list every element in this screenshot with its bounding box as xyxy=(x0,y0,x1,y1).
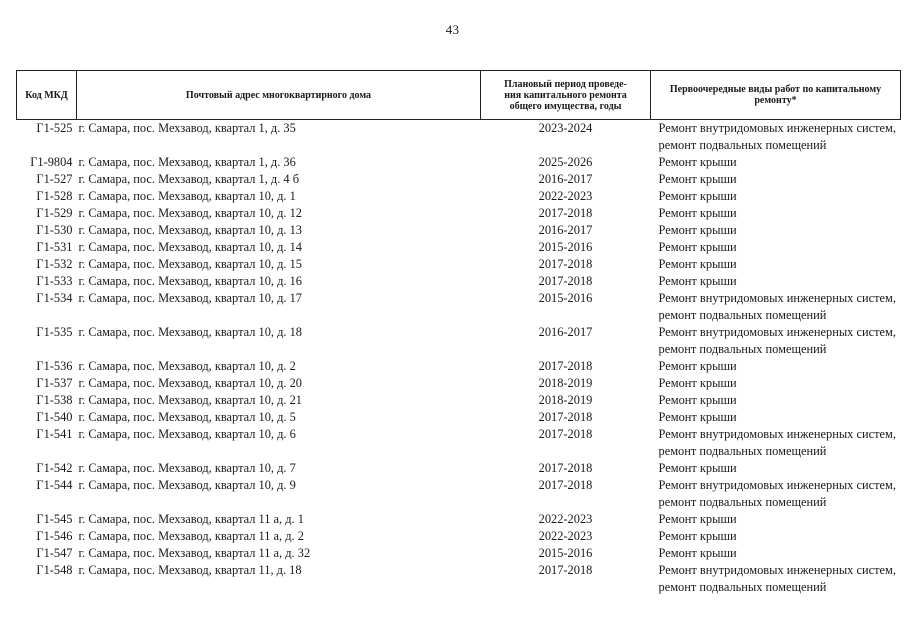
cell-works xyxy=(651,511,901,528)
header-period-line: ния капитального ремонта xyxy=(504,89,627,101)
table-row xyxy=(17,222,901,239)
table-row xyxy=(17,545,901,562)
cell-period: 2017-2018 xyxy=(538,410,593,424)
cell-works-line: Ремонт крыши xyxy=(658,206,737,220)
cell-works xyxy=(651,205,901,222)
cell-works-line: Ремонт крыши xyxy=(658,359,737,373)
cell-address: г. Самара, пос. Мехзавод, квартал 1, д. 35 xyxy=(78,121,296,135)
cell-code: Г1-536 xyxy=(36,359,73,373)
cell-code: Г1-532 xyxy=(36,257,73,271)
cell-works xyxy=(651,392,901,409)
cell-code: Г1-528 xyxy=(36,189,73,203)
cell-works xyxy=(651,409,901,426)
cell-works-line: Ремонт внутридомовых инженерных систем, xyxy=(658,121,896,135)
repair-schedule-table-wrapper xyxy=(16,70,900,596)
cell-address: г. Самара, пос. Мехзавод, квартал 10, д. 14 xyxy=(78,240,303,254)
cell-works-line: Ремонт крыши xyxy=(658,240,737,254)
table-row xyxy=(17,273,901,290)
cell-works-line: Ремонт крыши xyxy=(658,189,737,203)
table-row xyxy=(17,205,901,222)
cell-period: 2022-2023 xyxy=(538,529,593,543)
repair-schedule-table xyxy=(16,70,901,596)
table-row xyxy=(17,239,901,256)
cell-works-line: ремонт подвальных помещений xyxy=(658,308,827,322)
cell-works xyxy=(651,460,901,477)
cell-works xyxy=(651,324,901,358)
cell-works-line: ремонт подвальных помещений xyxy=(658,444,827,458)
cell-address: г. Самара, пос. Мехзавод, квартал 10, д. 18 xyxy=(78,325,303,339)
cell-period: 2018-2019 xyxy=(538,393,593,407)
header-period xyxy=(481,71,651,120)
cell-works-line: ремонт подвальных помещений xyxy=(658,342,827,356)
cell-works xyxy=(651,154,901,171)
cell-works-line: Ремонт внутридомовых инженерных систем, xyxy=(658,427,896,441)
cell-works-line: Ремонт внутридомовых инженерных систем, xyxy=(658,325,896,339)
cell-works xyxy=(651,528,901,545)
cell-works xyxy=(651,426,901,460)
cell-code: Г1-546 xyxy=(36,529,73,543)
table-row xyxy=(17,409,901,426)
cell-works-line: Ремонт крыши xyxy=(658,257,737,271)
header-period-line: Плановый период проведе- xyxy=(504,78,627,90)
cell-works xyxy=(651,222,901,239)
cell-period: 2022-2023 xyxy=(538,189,593,203)
cell-period: 2017-2018 xyxy=(538,563,593,577)
cell-code: Г1-545 xyxy=(36,512,73,526)
cell-period: 2018-2019 xyxy=(538,376,593,390)
cell-address: г. Самара, пос. Мехзавод, квартал 1, д. 4 б xyxy=(78,172,300,186)
cell-works-line: Ремонт крыши xyxy=(658,223,737,237)
header-works xyxy=(651,71,901,120)
header-address: Почтовый адрес многоквартирного дома xyxy=(77,71,481,120)
cell-code: Г1-530 xyxy=(36,223,73,237)
cell-code: Г1-540 xyxy=(36,410,73,424)
cell-period: 2017-2018 xyxy=(538,427,593,441)
cell-works-line: Ремонт крыши xyxy=(658,546,737,560)
cell-works xyxy=(651,562,901,596)
cell-works-line: Ремонт крыши xyxy=(658,274,737,288)
table-row xyxy=(17,562,901,596)
cell-works-line: Ремонт внутридомовых инженерных систем, xyxy=(658,478,896,492)
cell-works xyxy=(651,358,901,375)
cell-works xyxy=(651,188,901,205)
cell-period: 2017-2018 xyxy=(538,359,593,373)
cell-period: 2016-2017 xyxy=(538,172,593,186)
cell-works-line: Ремонт крыши xyxy=(658,410,737,424)
cell-code: Г1-542 xyxy=(36,461,73,475)
page-number: 43 xyxy=(445,22,460,37)
cell-period: 2017-2018 xyxy=(538,274,593,288)
cell-period: 2025-2026 xyxy=(538,155,593,169)
cell-works-line: Ремонт крыши xyxy=(658,529,737,543)
header-code: Код МКД xyxy=(17,71,77,120)
cell-works-line: ремонт подвальных помещений xyxy=(658,138,827,152)
cell-address: г. Самара, пос. Мехзавод, квартал 10, д. 15 xyxy=(78,257,303,271)
cell-code: Г1-537 xyxy=(36,376,73,390)
header-works-line: Первоочередные виды работ по капитальному xyxy=(669,84,882,95)
table-header xyxy=(17,71,901,120)
cell-works-line: Ремонт крыши xyxy=(658,461,737,475)
cell-period: 2022-2023 xyxy=(538,512,593,526)
cell-period: 2016-2017 xyxy=(538,325,593,339)
cell-period: 2017-2018 xyxy=(538,257,593,271)
cell-address: г. Самара, пос. Мехзавод, квартал 11 а, д. 32 xyxy=(78,546,311,560)
table-row xyxy=(17,358,901,375)
cell-code: Г1-541 xyxy=(36,427,73,441)
cell-address: г. Самара, пос. Мехзавод, квартал 10, д. 9 xyxy=(78,478,296,492)
cell-code: Г1-547 xyxy=(36,546,73,560)
cell-address: г. Самара, пос. Мехзавод, квартал 10, д. 16 xyxy=(78,274,303,288)
cell-works xyxy=(651,477,901,511)
cell-period: 2017-2018 xyxy=(538,461,593,475)
table-row xyxy=(17,426,901,460)
cell-address: г. Самара, пос. Мехзавод, квартал 11 а, д. 1 xyxy=(78,512,304,526)
table-header-row xyxy=(17,71,901,120)
table-row xyxy=(17,290,901,324)
table-row xyxy=(17,477,901,511)
cell-code: Г1-533 xyxy=(36,274,73,288)
cell-code: Г1-527 xyxy=(36,172,73,186)
cell-works xyxy=(651,290,901,324)
cell-works-line: Ремонт внутридомовых инженерных систем, xyxy=(658,563,896,577)
table-row xyxy=(17,511,901,528)
table-row xyxy=(17,528,901,545)
header-period-line: общего имущества, годы xyxy=(509,100,622,112)
cell-address: г. Самара, пос. Мехзавод, квартал 10, д. 13 xyxy=(78,223,303,237)
cell-code: Г1-531 xyxy=(36,240,73,254)
cell-code: Г1-538 xyxy=(36,393,73,407)
cell-works-line: Ремонт крыши xyxy=(658,376,737,390)
header-works-line: ремонту* xyxy=(754,95,797,106)
cell-works xyxy=(651,239,901,256)
cell-address: г. Самара, пос. Мехзавод, квартал 11, д. 18 xyxy=(78,563,302,577)
table-row xyxy=(17,120,901,155)
cell-address: г. Самара, пос. Мехзавод, квартал 10, д. 1 xyxy=(78,189,296,203)
cell-code: Г1-534 xyxy=(36,291,73,305)
cell-works-line: Ремонт внутридомовых инженерных систем, xyxy=(658,291,896,305)
cell-code: Г1-535 xyxy=(36,325,73,339)
cell-works xyxy=(651,120,901,155)
cell-address: г. Самара, пос. Мехзавод, квартал 1, д. 36 xyxy=(78,155,296,169)
cell-period: 2023-2024 xyxy=(538,121,593,135)
cell-code: Г1-544 xyxy=(36,478,73,492)
cell-works-line: Ремонт крыши xyxy=(658,512,737,526)
cell-works-line: Ремонт крыши xyxy=(658,172,737,186)
table-row xyxy=(17,375,901,392)
cell-works xyxy=(651,375,901,392)
cell-period: 2016-2017 xyxy=(538,223,593,237)
cell-address: г. Самара, пос. Мехзавод, квартал 11 а, д. 2 xyxy=(78,529,304,543)
cell-works-line: Ремонт крыши xyxy=(658,155,737,169)
cell-code: Г1-529 xyxy=(36,206,73,220)
cell-code: Г1-525 xyxy=(36,121,73,135)
cell-works xyxy=(651,256,901,273)
table-row xyxy=(17,256,901,273)
cell-address: г. Самара, пос. Мехзавод, квартал 10, д. 5 xyxy=(78,410,296,424)
cell-address: г. Самара, пос. Мехзавод, квартал 10, д. 2 xyxy=(78,359,296,373)
table-row xyxy=(17,460,901,477)
cell-code: Г1-548 xyxy=(36,563,73,577)
cell-period: 2017-2018 xyxy=(538,206,593,220)
cell-works-line: ремонт подвальных помещений xyxy=(658,495,827,509)
cell-period: 2015-2016 xyxy=(538,291,593,305)
cell-address: г. Самара, пос. Мехзавод, квартал 10, д. 21 xyxy=(78,393,303,407)
cell-address: г. Самара, пос. Мехзавод, квартал 10, д. 12 xyxy=(78,206,303,220)
cell-period: 2017-2018 xyxy=(538,478,593,492)
cell-address: г. Самара, пос. Мехзавод, квартал 10, д. 17 xyxy=(78,291,303,305)
cell-address: г. Самара, пос. Мехзавод, квартал 10, д. 20 xyxy=(78,376,303,390)
cell-code: Г1-9804 xyxy=(30,155,73,169)
cell-works-line: Ремонт крыши xyxy=(658,393,737,407)
cell-address: г. Самара, пос. Мехзавод, квартал 10, д. 7 xyxy=(78,461,296,475)
table-body xyxy=(17,120,901,597)
table-row xyxy=(17,171,901,188)
table-row xyxy=(17,154,901,171)
cell-works xyxy=(651,171,901,188)
table-row xyxy=(17,324,901,358)
cell-works xyxy=(651,545,901,562)
cell-works-line: ремонт подвальных помещений xyxy=(658,580,827,594)
cell-works xyxy=(651,273,901,290)
cell-period: 2015-2016 xyxy=(538,546,593,560)
table-row xyxy=(17,392,901,409)
cell-address: г. Самара, пос. Мехзавод, квартал 10, д. 6 xyxy=(78,427,296,441)
cell-period: 2015-2016 xyxy=(538,240,593,254)
table-row xyxy=(17,188,901,205)
